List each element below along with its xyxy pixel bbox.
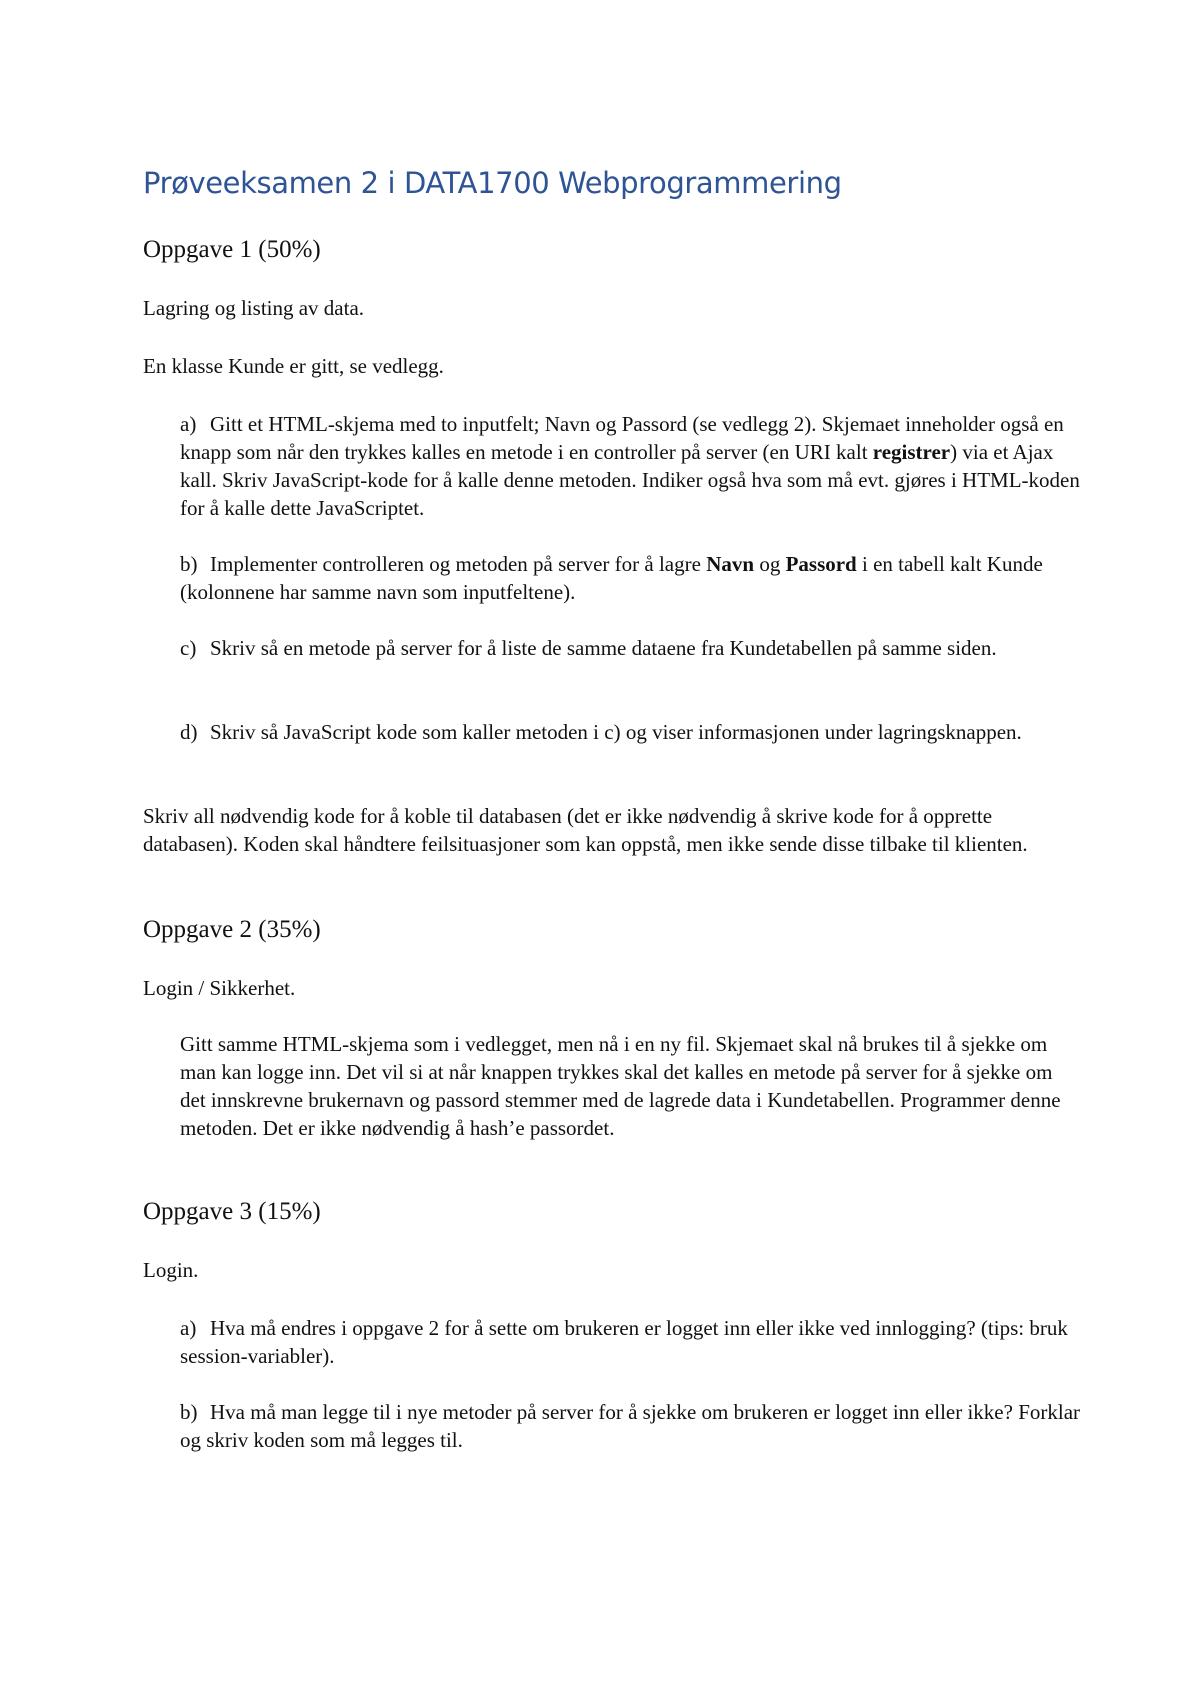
oppgave1-d-paragraph bbox=[180, 718, 1080, 746]
oppgave1-subtitle: Lagring og listing av data. bbox=[143, 296, 365, 320]
uri-registrer: registrer bbox=[872, 440, 951, 464]
oppgave1-c-text: Skriv så en metode på server for å liste de samme dataene fra Kundetabellen på samme siden. bbox=[210, 636, 997, 660]
oppgave2-subtitle: Login / Sikkerhet. bbox=[143, 976, 296, 1000]
oppgave1-b-paragraph bbox=[180, 550, 1080, 606]
oppgave3-subtitle: Login. bbox=[143, 1258, 199, 1282]
oppgave1-heading: Oppgave 1 (50%) bbox=[143, 236, 321, 263]
oppgave1-b-text-after: i en tabell kalt Kunde (kolonnene har samme navn som inputfeltene). bbox=[180, 552, 1043, 604]
oppgave1-intro: En klasse Kunde er gitt, se vedlegg. bbox=[143, 354, 444, 378]
oppgave1-d-text: Skriv så JavaScript kode som kaller metoden i c) og viser informasjonen under lagringsknappen. bbox=[210, 720, 1022, 744]
oppgave1-closing: Skriv all nødvendig kode for å koble til databasen (det er ikke nødvendig å skrive kode for å opprette databasen). Koden skal håndtere feilsituasjoner som kan oppstå, men ikke sende disse tilbake til klienten. bbox=[143, 804, 1028, 856]
document-title: Prøveeksamen 2 i DATA1700 Webprogrammering bbox=[143, 166, 842, 200]
oppgave3-b-text: Hva må man legge til i nye metoder på server for å sjekke om brukeren er logget inn eller ikke? Forklar og skriv koden som må legges til. bbox=[180, 1400, 1081, 1452]
item-label: b) bbox=[180, 1400, 198, 1424]
item-label: a) bbox=[180, 412, 197, 436]
field-navn: Navn bbox=[706, 552, 755, 576]
item-label: c) bbox=[180, 636, 197, 660]
oppgave2-text: Gitt samme HTML-skjema som i vedlegget, men nå i en ny fil. Skjemaet skal nå brukes til å sjekke om man kan logge inn. Det vil si at når knappen trykkes skal det kalles en metode på server for å sjekke om det innskrevne brukernavn og passord stemmer med de lagrede data i Kundetabellen. Programmer denne metoden. Det er ikke nødvendig å hash’e passordet. bbox=[180, 1032, 1061, 1140]
oppgave1-a-text-after: ) via et Ajax kall. Skriv JavaScript-kode for å kalle denne metoden. Indiker også hva som må evt. gjøres i HTML-koden for å kalle dette JavaScriptet. bbox=[180, 440, 1080, 520]
oppgave1-a-paragraph bbox=[180, 410, 1080, 522]
oppgave3-a-text: Hva må endres i oppgave 2 for å sette om brukeren er logget inn eller ikke ved innlogging? (tips: bruk session-variabler). bbox=[180, 1316, 1068, 1368]
item-label: b) bbox=[180, 552, 198, 576]
oppgave3-heading: Oppgave 3 (15%) bbox=[143, 1198, 321, 1225]
oppgave1-a-text-before: Gitt et HTML-skjema med to inputfelt; Navn og Passord (se vedlegg 2). Skjemaet inneholder også en knapp som når den trykkes kalles en metode i en controller på server (en URI kalt bbox=[180, 412, 1064, 464]
field-passord: Passord bbox=[785, 552, 857, 576]
oppgave1-b-mid: og bbox=[754, 552, 786, 576]
oppgave1-c-paragraph bbox=[180, 634, 1080, 662]
oppgave3-b-paragraph bbox=[180, 1398, 1080, 1454]
oppgave2-heading: Oppgave 2 (35%) bbox=[143, 916, 321, 943]
item-label: a) bbox=[180, 1316, 197, 1340]
oppgave1-b-text-before: Implementer controlleren og metoden på server for å lagre bbox=[210, 552, 707, 576]
item-label: d) bbox=[180, 720, 198, 744]
oppgave3-a-paragraph bbox=[180, 1314, 1080, 1370]
